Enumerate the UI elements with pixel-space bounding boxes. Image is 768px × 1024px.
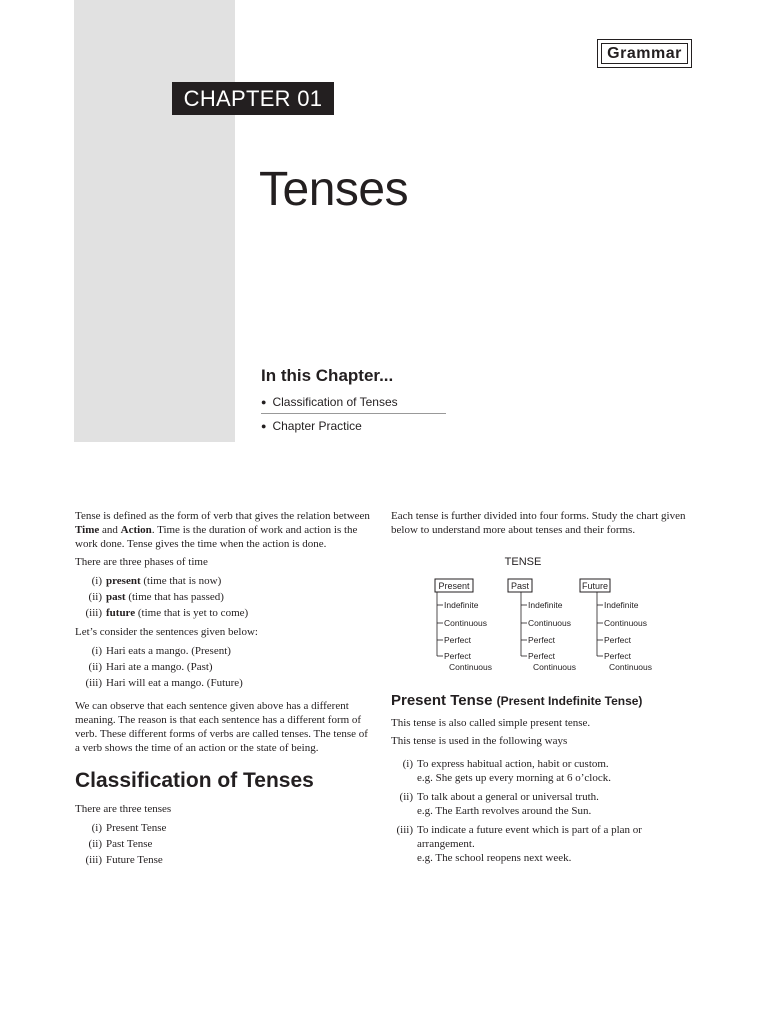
- use-description: To indicate a future event which is part of a plan or arrangement.: [417, 824, 642, 850]
- right-column: [391, 509, 701, 541]
- tense-chart-diagram: [425, 552, 665, 682]
- chart-form-label: Perfect: [604, 635, 631, 645]
- phases-list: [75, 573, 375, 621]
- chart-form-label: Continuous: [604, 618, 648, 628]
- chapter-contents-list: [261, 393, 446, 437]
- chart-form-label: Continuous: [533, 662, 577, 672]
- contents-item: [261, 413, 446, 437]
- item-number: (i): [91, 645, 102, 657]
- simple-present-note: This tense is also called simple present tense.: [391, 717, 591, 729]
- chart-form-label: Perfect: [444, 635, 471, 645]
- list-item: [75, 852, 375, 868]
- item-text: [106, 574, 375, 588]
- use-description: To talk about a general or universal truth.: [417, 791, 599, 803]
- bullet-icon: ●: [261, 397, 267, 407]
- contents-item-label: Chapter Practice: [272, 419, 362, 433]
- left-column: [75, 509, 375, 872]
- chart-form-label: Perfect: [528, 651, 555, 661]
- phase-description: (time that is yet to come): [135, 607, 249, 619]
- intro-paragraph: [75, 509, 375, 551]
- chapter-number: CHAPTER 01: [183, 85, 323, 111]
- list-item: [75, 605, 375, 621]
- chapter-sidebar-panel: [74, 0, 235, 442]
- phase-description: (time that has passed): [125, 591, 224, 603]
- term-action: Action: [120, 524, 152, 536]
- grammar-box-inner-border: [601, 43, 688, 64]
- item-text: Hari eats a mango. (Present): [106, 645, 231, 657]
- item-text: Past Tense: [106, 838, 153, 850]
- item-text: Hari ate a mango. (Past): [106, 661, 213, 673]
- item-text: [106, 606, 375, 620]
- bullet-icon: ●: [261, 421, 267, 431]
- list-item: [391, 789, 701, 822]
- phase-description: (time that is now): [140, 575, 222, 587]
- item-number: (i): [402, 758, 413, 770]
- chapter-number-tag: [172, 82, 334, 115]
- list-item: [75, 820, 375, 836]
- chart-form-label: Continuous: [449, 662, 493, 672]
- item-number: (ii): [399, 791, 413, 803]
- chart-form-label: Indefinite: [444, 600, 479, 610]
- item-text: Present Tense: [106, 822, 167, 834]
- item-text: Future Tense: [106, 854, 163, 866]
- observation-paragraph: We can observe that each sentence given above has a different meaning. The reason is that each sentence has a different form of verb. These different forms of verbs are called tenses. The tense of a verb shows the time of an action or the state of being.: [75, 700, 368, 754]
- chart-intro: Each tense is further divided into four forms. Study the chart given below to understand more about tenses and their forms.: [391, 510, 686, 536]
- chart-branch-label: Future: [581, 581, 609, 591]
- phase-term: past: [106, 591, 126, 603]
- item-text: [417, 757, 701, 785]
- three-tenses-list: [75, 820, 375, 868]
- chart-form-label: Indefinite: [604, 600, 639, 610]
- list-item: [75, 589, 375, 605]
- classification-heading: Classification of Tenses: [75, 769, 314, 792]
- chart-form-label: Perfect: [444, 651, 471, 661]
- phase-term: present: [106, 575, 141, 587]
- chart-root-label: TENSE: [504, 556, 542, 568]
- item-number: (iii): [396, 824, 413, 836]
- present-heading-sub: (Present Indefinite Tense): [496, 694, 643, 708]
- item-number: (iii): [85, 607, 102, 619]
- intro-text: and: [99, 524, 121, 536]
- item-text: [417, 823, 701, 865]
- sentences-intro: Let’s consider the sentences given below:: [75, 626, 258, 638]
- list-item: [75, 836, 375, 852]
- item-text: [417, 790, 701, 818]
- intro-text: . Time is the duration of work and action is the work done. Tense gives the time when the action is done.: [75, 524, 358, 550]
- uses-list: [391, 756, 701, 866]
- tense-chart: [425, 552, 665, 682]
- chart-branch-label: Past: [510, 581, 530, 591]
- item-text: [106, 590, 375, 604]
- phase-term: future: [106, 607, 136, 619]
- phases-intro: There are three phases of time: [75, 556, 208, 568]
- item-number: (i): [91, 575, 102, 587]
- chart-form-label: Perfect: [604, 651, 631, 661]
- use-example: e.g. The Earth revolves around the Sun.: [417, 805, 592, 817]
- contents-item: [261, 393, 446, 413]
- list-item: [391, 756, 701, 789]
- list-item: [75, 573, 375, 589]
- used-ways-intro: This tense is used in the following ways: [391, 735, 568, 747]
- list-item: [75, 643, 375, 659]
- chart-form-label: Continuous: [528, 618, 572, 628]
- item-number: (iii): [85, 854, 102, 866]
- contents-item-label: Classification of Tenses: [272, 395, 398, 409]
- use-example: e.g. The school reopens next week.: [417, 852, 572, 864]
- grammar-label-box: [597, 39, 692, 68]
- three-tenses-intro: There are three tenses: [75, 803, 172, 815]
- present-heading-main: Present Tense: [391, 692, 493, 709]
- intro-text: Tense is defined as the form of verb that gives the relation between: [75, 510, 370, 522]
- item-number: (ii): [88, 661, 102, 673]
- item-number: (i): [91, 822, 102, 834]
- item-number: (ii): [88, 838, 102, 850]
- use-example: e.g. She gets up every morning at 6 o’clock.: [417, 772, 611, 784]
- chart-form-label: Continuous: [609, 662, 653, 672]
- item-text: Hari will eat a mango. (Future): [106, 677, 243, 689]
- chart-form-label: Perfect: [528, 635, 555, 645]
- chart-form-label: Indefinite: [528, 600, 563, 610]
- item-number: (iii): [85, 677, 102, 689]
- list-item: [75, 675, 375, 691]
- list-item: [391, 822, 701, 866]
- example-sentences-list: [75, 643, 375, 691]
- grammar-label: Grammar: [607, 44, 682, 62]
- use-description: To express habitual action, habit or custom.: [417, 758, 609, 770]
- chart-form-label: Continuous: [444, 618, 488, 628]
- list-item: [75, 659, 375, 675]
- chart-branch-label: Present: [438, 581, 470, 591]
- in-this-chapter-heading: In this Chapter...: [261, 366, 394, 385]
- item-number: (ii): [88, 591, 102, 603]
- present-tense-section: [391, 692, 701, 870]
- term-time: Time: [75, 524, 100, 536]
- chapter-title: Tenses: [259, 163, 409, 216]
- present-tense-heading: [391, 692, 701, 710]
